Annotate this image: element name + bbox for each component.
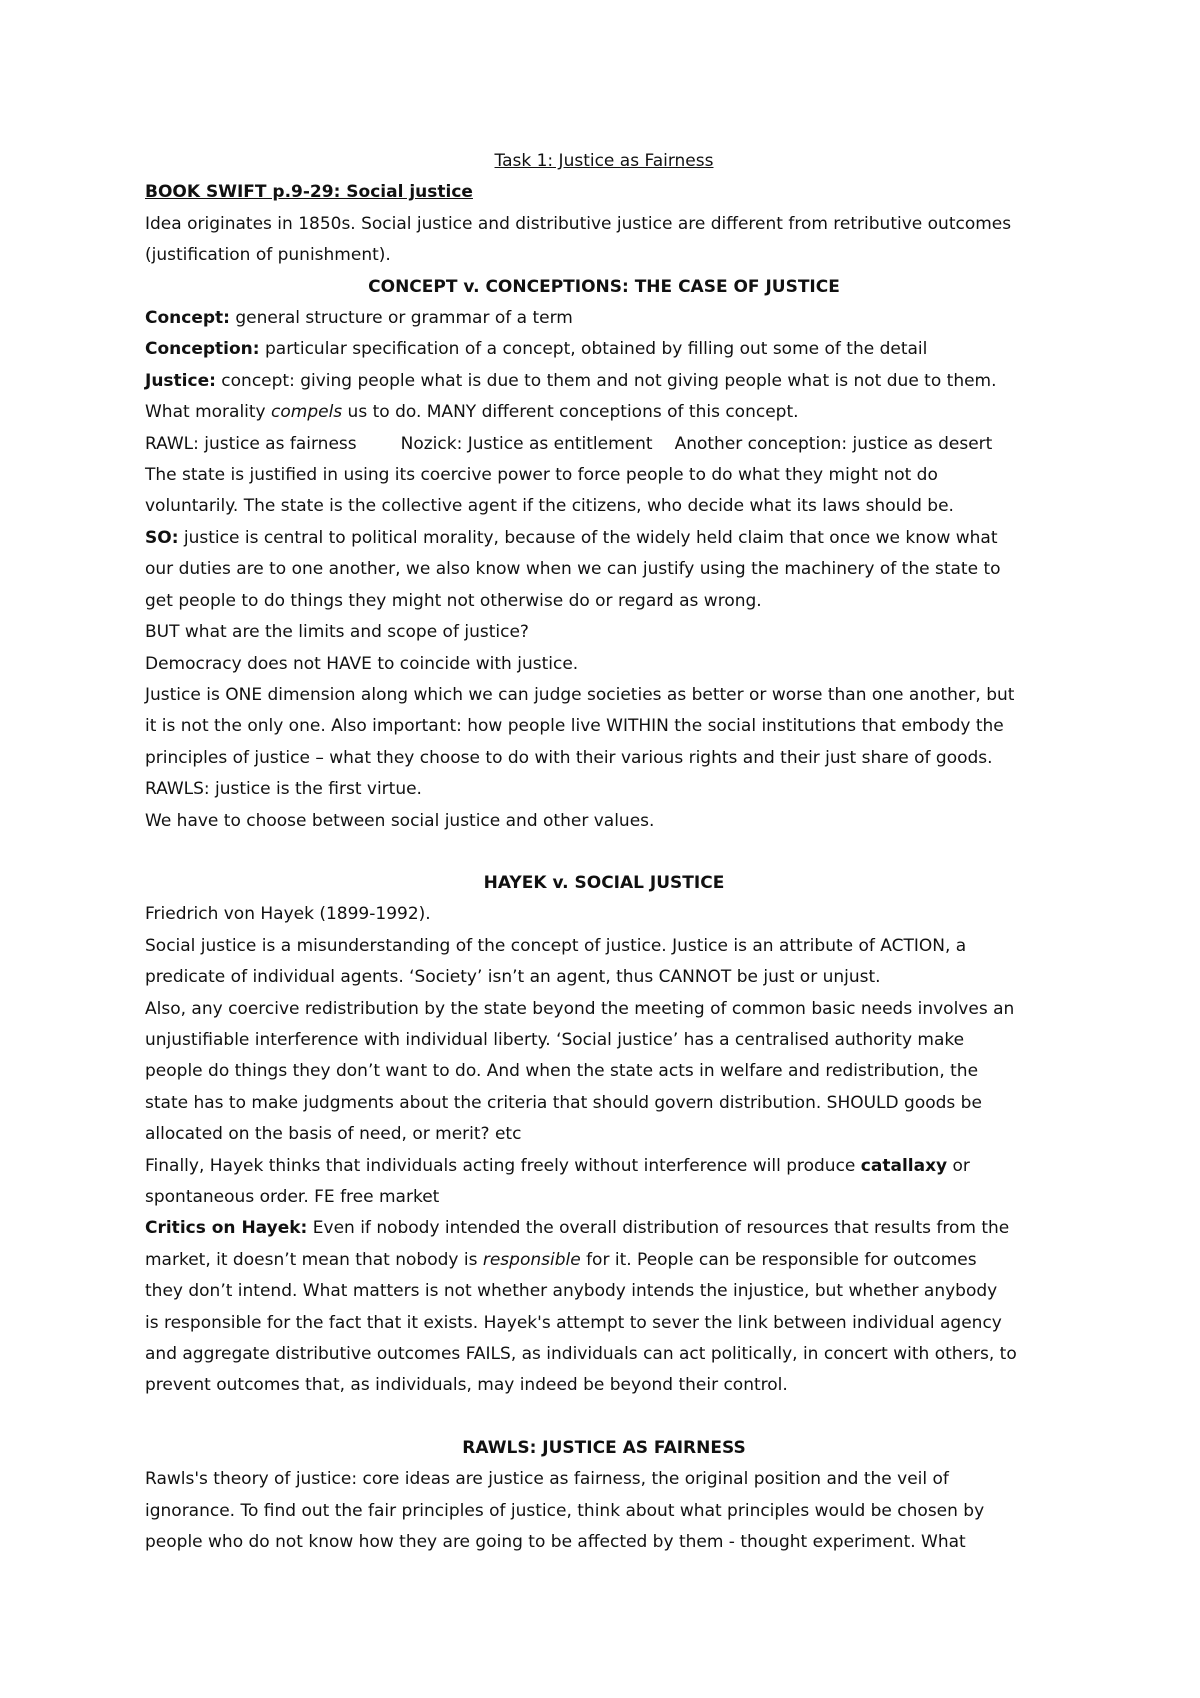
justice-text: concept: giving people what is due to them and not giving people what is not due to them. (215, 370, 997, 391)
paragraph-line: Also, any coercive redistribution by the state beyond the meeting of common basic needs involves an (145, 998, 1015, 1019)
paragraph-line: voluntarily. The state is the collective agent if the citizens, who decide what its laws should be. (145, 496, 954, 517)
document-body (145, 146, 1063, 1558)
paragraph-line: people who do not know how they are going to be affected by them - thought experiment. What (145, 1532, 966, 1553)
book-heading: BOOK SWIFT p.9-29: Social justice (145, 182, 473, 203)
paragraph-line: get people to do things they might not otherwise do or regard as wrong. (145, 590, 762, 611)
so-text: justice is central to political morality, because of the widely held claim that once we know what (178, 527, 998, 548)
conception-definition (145, 334, 1063, 365)
market-pre: market, it doesn’t mean that nobody is (145, 1249, 483, 1270)
section-heading-hayek: HAYEK v. SOCIAL JUSTICE (483, 872, 725, 893)
paragraph-line: is responsible for the fact that it exists. Hayek's attempt to sever the link between individual agency (145, 1312, 1002, 1333)
morality-emphasis: compels (271, 402, 343, 423)
morality-line (145, 397, 1063, 428)
paragraph-line: ignorance. To find out the fair principles of justice, think about what principles would be chosen by (145, 1500, 985, 1521)
critics-line (145, 1213, 1063, 1244)
blank-line (145, 837, 1063, 868)
paragraph-line: Social justice is a misunderstanding of the concept of justice. Justice is an attribute of ACTION, a (145, 935, 967, 956)
justice-label: Justice: (145, 370, 216, 391)
market-line (145, 1245, 1063, 1276)
paragraph-line: they don’t intend. What matters is not whether anybody intends the injustice, but whether anybody (145, 1281, 998, 1302)
catallaxy-term: catallaxy (860, 1155, 948, 1176)
paragraph-line: Friedrich von Hayek (1899-1992). (145, 904, 431, 925)
paragraph-line: predicate of individual agents. ‘Society’ isn’t an agent, thus CANNOT be just or unjust. (145, 967, 881, 988)
paragraph-line: and aggregate distributive outcomes FAILS, as individuals can act politically, in concert with others, to (145, 1344, 1017, 1365)
paragraph-line: BUT what are the limits and scope of justice? (145, 622, 529, 643)
market-emphasis: responsible (482, 1249, 581, 1270)
concept-text: general structure or grammar of a term (229, 308, 573, 329)
paragraph-line: Democracy does not HAVE to coincide with justice. (145, 653, 579, 674)
paragraph-line: Idea originates in 1850s. Social justice and distributive justice are different from retributive outcomes (145, 213, 1012, 234)
paragraph-line: our duties are to one another, we also know when we can justify using the machinery of the state to (145, 559, 1001, 580)
paragraph-line: prevent outcomes that, as individuals, may indeed be beyond their control. (145, 1375, 788, 1396)
finally-pre: Finally, Hayek thinks that individuals acting freely without interference will produce (145, 1155, 861, 1176)
finally-post: or (947, 1155, 970, 1176)
paragraph-line: it is not the only one. Also important: how people live WITHIN the social institutions that embody the (145, 716, 1004, 737)
desert-conception: Another conception: justice as desert (674, 433, 993, 454)
paragraph-line: We have to choose between social justice and other values. (145, 810, 655, 831)
critics-label: Critics on Hayek: (145, 1218, 308, 1239)
paragraph-line: (justification of punishment). (145, 245, 391, 266)
section-heading-rawls: RAWLS: JUSTICE AS FAIRNESS (462, 1437, 746, 1458)
paragraph-line: principles of justice – what they choose to do with their various rights and their just share of goods. (145, 747, 993, 768)
paragraph-line: The state is justified in using its coercive power to force people to do what they might not do (145, 465, 938, 486)
paragraph-line: unjustifiable interference with individual liberty. ‘Social justice’ has a centralised authority make (145, 1029, 965, 1050)
morality-post: us to do. MANY different conceptions of this concept. (342, 402, 799, 423)
nozick-conception: Nozick: Justice as entitlement (400, 433, 653, 454)
paragraph-line: allocated on the basis of need, or merit? etc (145, 1124, 522, 1145)
conception-text: particular specification of a concept, obtained by filling out some of the detail (259, 339, 928, 360)
paragraph-line: Justice is ONE dimension along which we can judge societies as better or worse than one another, but (145, 684, 1015, 705)
finally-line (145, 1151, 1063, 1182)
conceptions-row (145, 429, 1063, 460)
morality-pre: What morality (145, 402, 272, 423)
blank-line (145, 1402, 1063, 1433)
paragraph-line: state has to make judgments about the criteria that should govern distribution. SHOULD goods be (145, 1092, 982, 1113)
critics-text: Even if nobody intended the overall distribution of resources that results from the (307, 1218, 1010, 1239)
so-line (145, 523, 1063, 554)
justice-definition (145, 366, 1063, 397)
section-heading-concept: CONCEPT v. CONCEPTIONS: THE CASE OF JUSTICE (368, 276, 840, 297)
paragraph-line: Rawls's theory of justice: core ideas are justice as fairness, the original position and the veil of (145, 1469, 949, 1490)
market-post: for it. People can be responsible for outcomes (580, 1249, 977, 1270)
concept-definition (145, 303, 1063, 334)
so-label: SO: (145, 527, 179, 548)
document-title: Task 1: Justice as Fairness (494, 151, 714, 171)
rawl-conception: RAWL: justice as fairness (145, 433, 357, 454)
paragraph-line: people do things they don’t want to do. And when the state acts in welfare and redistribution, the (145, 1061, 979, 1082)
conception-label: Conception: (145, 339, 260, 360)
concept-label: Concept: (145, 308, 230, 329)
paragraph-line: spontaneous order. FE free market (145, 1187, 440, 1207)
paragraph-line: RAWLS: justice is the first virtue. (145, 779, 422, 800)
